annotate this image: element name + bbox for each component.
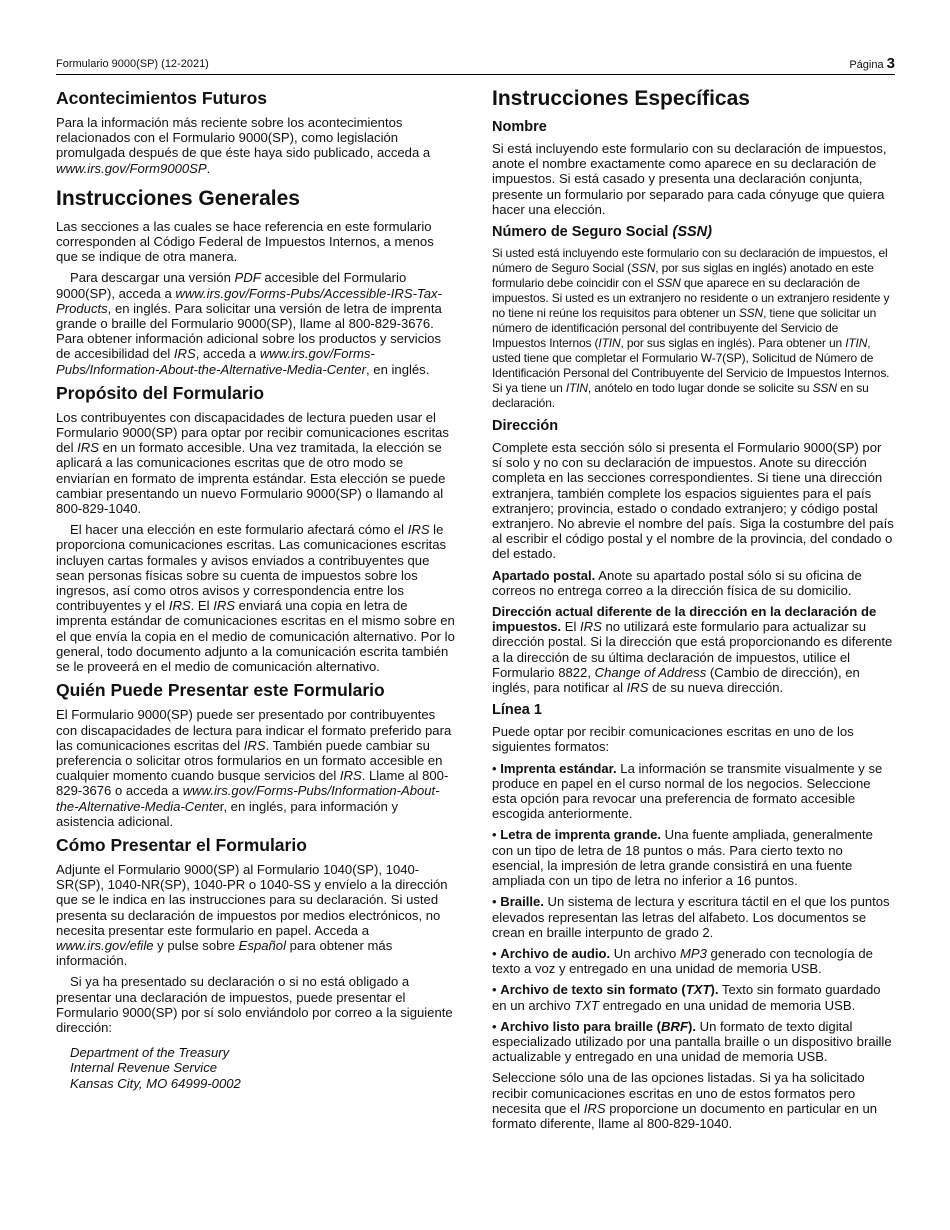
heading-ssn: Número de Seguro Social (SSN) xyxy=(492,224,712,241)
link-alternative-media-center: www.irs.gov/Forms-Pubs/Information-About-the-Alternative-Media-Center xyxy=(56,346,375,377)
paragraph-acontecimientos: Para la información más reciente sobre los acontecimientos relacionados con el Formulario 9000(SP), como legislación promulgada después de que éste haya sido publicado, acceda a www.irs.gov/Form9000SP. xyxy=(56,115,431,176)
paragraph-nombre: Si está incluyendo este formulario con su declaración de impuestos, anote el nombre exactamente como aparece en su declaración de impuestos. Si está casado y presenta una declaración conjunta, presente un formulario por separado para cada cónyuge que quiera hacer una elección. xyxy=(492,141,887,217)
list-item: • Imprenta estándar. La información se transmite visualmente y se produce en papel en el curso normal de los negocios. Seleccione esta opción para revocar una preferencia de formato accesible escogida anteriormente. xyxy=(492,760,883,822)
paragraph-linea-1-intro: Puede optar por recibir comunicaciones escritas en uno de los siguientes formatos: xyxy=(492,724,854,755)
page-number: 3 xyxy=(886,55,895,72)
heading-nombre: Nombre xyxy=(492,119,547,135)
link-accessible-products: www.irs.gov/Forms-Pubs/Accessible-IRS-Tax-Products xyxy=(56,285,442,316)
list-item: • Archivo listo para braille (BRF). Un formato de texto digital especializado utilizado por una pantalla braille o un dispositivo braille actualizable y entregado en una unidad de memoria USB. xyxy=(492,1018,892,1065)
paragraph-linea-1-closing: Seleccione sólo una de las opciones listadas. Si ya ha solicitado recibir comunicaciones escritas en uno de estos formatos pero necesita que el IRS proporcione un documento en particular en un formato diferente, llame al 800-829-1040. xyxy=(492,1070,878,1131)
paragraph-direccion-actual: Dirección actual diferente de la dirección en la declaración de impuestos. El IRS no utilizará este formulario para actualizar su dirección postal. Si la dirección que está proporcionando es diferente a la dirección de su última declaración de impuestos, utilice el Formulario 8822, Change of Address (Cambio de dirección), en inglés, para notificar al IRS de su nueva dirección. xyxy=(492,604,893,696)
heading-instrucciones-generales: Instrucciones Generales xyxy=(56,186,300,210)
form-id: Formulario 9000(SP) (12-2021) xyxy=(56,58,209,70)
heading-direccion: Dirección xyxy=(492,418,559,435)
paragraph-apartado-postal: Apartado postal. Anote su apartado postal sólo si su oficina de correos no entrega correo a la dirección física de su domicilio. xyxy=(492,567,862,598)
list-item: • Archivo de texto sin formato (TXT). Texto sin formato guardado en un archivo TXT entregado en una unidad de memoria USB. xyxy=(492,982,881,1013)
link-efile: www.irs.gov/efile xyxy=(56,937,154,953)
page-header xyxy=(56,54,895,75)
paragraph-como-2: Si ya ha presentado su declaración o si no está obligado a presentar una declaración de impuestos, puede presentar el Formulario 9000(SP) por sí solo enviándolo por correo a la siguiente dirección: xyxy=(56,974,453,1035)
heading-proposito: Propósito del Formulario xyxy=(56,382,265,403)
list-item: • Braille. Un sistema de lectura y escritura táctil en el que los puntos elevados representan las letras del alfabeto. Los documentos se crean en braille interpunto de grado 2. xyxy=(492,894,890,940)
paragraph-direccion-1: Complete esta sección sólo si presenta el Formulario 9000(SP) por sí solo y no con su declaración de impuestos. Anote su dirección completa en las secciones correspondientes. Si tiene una dirección extranjera, también complete los espacios siguientes para el país extranjero; provincia, estado o condado extranjero; y código postal extranjero. No abrevie el nombre del país. Siga la costumbre del país al escribir el código postal y el nombre de la provincia, del condado o del estado. xyxy=(492,440,894,562)
paragraph-como-1: Adjunte el Formulario 9000(SP) al Formulario 1040(SP), 1040-SR(SP), 1040-NR(SP), 1040-PR o 1040-SS y envíelo a la dirección que se le indica en las instrucciones para su declaración. Si usted presenta su declaración de impuestos por medios electrónicos, no necesita presentar este formulario en papel. Acceda a www.irs.gov/efile y pulse sobre Español para obtener más información. xyxy=(56,861,448,969)
paragraph-proposito-2: El hacer una elección en este formulario afectará cómo el IRS le proporciona comunicaciones escritas. Las comunicaciones escritas incluyen cartas formales y avisos enviados a contribuyentes que sean personas físicas sobre su cuenta de impuestos sobre los ingresos, así como otros avisos y correspondencia entre los contribuyentes y el IRS. El IRS enviará una copia en letra de imprenta estándar de comunicaciones escritas en el mismo sobre en el que envía la copia en el medio de comunicación alternativo. Por lo general, todo documento adjunto a la comunicación escrita también se le proveerá en el medio de comunicación alternativo. xyxy=(56,522,455,675)
link-form9000sp: www.irs.gov/Form9000SP xyxy=(56,160,207,176)
mailing-address: Department of the Treasury Internal Revenue Service Kansas City, MO 64999-0002 xyxy=(70,1045,241,1091)
heading-acontecimientos: Acontecimientos Futuros xyxy=(56,88,267,108)
left-column xyxy=(56,84,458,1091)
list-item: • Archivo de audio. Un archivo MP3 generado con tecnología de texto a voz y entregado en una unidad de memoria USB. xyxy=(492,945,873,977)
paragraph-proposito-1: Los contribuyentes con discapacidades de lectura pueden usar el Formulario 9000(SP) para optar por recibir comunicaciones escritas del IRS en un formato accesible. Una vez tramitada, la elección se aplicará a las comunicaciones escritas que de otro modo se enviarían en formato de imprenta estándar. Esta elección se puede cambiar presentando un nuevo Formulario 9000(SP) o llamando al 800-829-1040. xyxy=(56,409,449,517)
page-number-label: Página 3 xyxy=(849,55,895,72)
paragraph-generales-2: Para descargar una versión PDF accesible del Formulario 9000(SP), acceda a www.irs.gov/Forms-Pubs/Accessible-IRS-Tax-Products, en inglés. Para solicitar una versión de letra de imprenta grande o braille del Formulario 9000(SP), llame al 800-829-3676. Para obtener información adicional sobre los productos y servicios de accesibilidad del IRS, acceda a www.irs.gov/Forms-Pubs/Information-About-the-Alternative-Media-Center, en inglés. xyxy=(56,270,442,377)
paragraph-generales-1: Las secciones a las cuales se hace referencia en este formulario corresponden al Código Federal de Impuestos Internos, a menos que se indique de otra manera. xyxy=(56,218,434,265)
heading-linea-1: Línea 1 xyxy=(492,702,542,719)
link-media-center: www.irs.gov/Forms-Pubs/Information-About-the-Alternative-Media-Cente xyxy=(56,783,440,814)
list-item: • Letra de imprenta grande. Una fuente ampliada, generalmente con un tipo de letra de 18 puntos o más. Para cierto texto no esencial, la impresión de letra grande consistirá en una fuente ampliada con un tipo de letra no inferior a 16 puntos. xyxy=(492,827,873,889)
paragraph-ssn: Si usted está incluyendo este formulario con su declaración de impuestos, el número de Seguro Social (SSN, por sus siglas en inglés) anotado en este formulario debe coincidir con el SSN que aparece en su declaración de impuestos. Si usted es un extranjero no residente o un extranjero residente y no tiene ni reúne los requisitos para obtener un SSN, tiene que solicitar un número de identificación personal del contribuyente del Servicio de Impuestos Internos (ITIN, por sus siglas en inglés). Para obtener un ITIN, usted tiene que completar el Formulario W-7(SP), Solicitud de Número de Identificación Personal del Contribuyente del Servicio de Impuestos Internos. Si ya tiene un ITIN, anótelo en todo lugar donde se solicite su SSN en su declaración. xyxy=(492,246,890,411)
heading-instrucciones-especificas: Instrucciones Específicas xyxy=(492,87,750,110)
heading-como-presentar: Cómo Presentar el Formulario xyxy=(56,834,307,855)
paragraph-quien: El Formulario 9000(SP) puede ser presentado por contribuyentes con discapacidades de lectura para indicar el formato preferido para las comunicaciones escritas del IRS. También puede cambiar su preferencia o solicitar otros formularios en un formato accesible en cualquier momento cuando busque servicios del IRS. Llame al 800-829-3676 o acceda a www.irs.gov/Forms-Pubs/Information-About-the-Alternative-Media-Center, en inglés, para información y asistencia adicional. xyxy=(56,707,452,829)
right-column xyxy=(492,84,895,1137)
heading-quien: Quién Puede Presentar este Formulario xyxy=(56,680,385,701)
